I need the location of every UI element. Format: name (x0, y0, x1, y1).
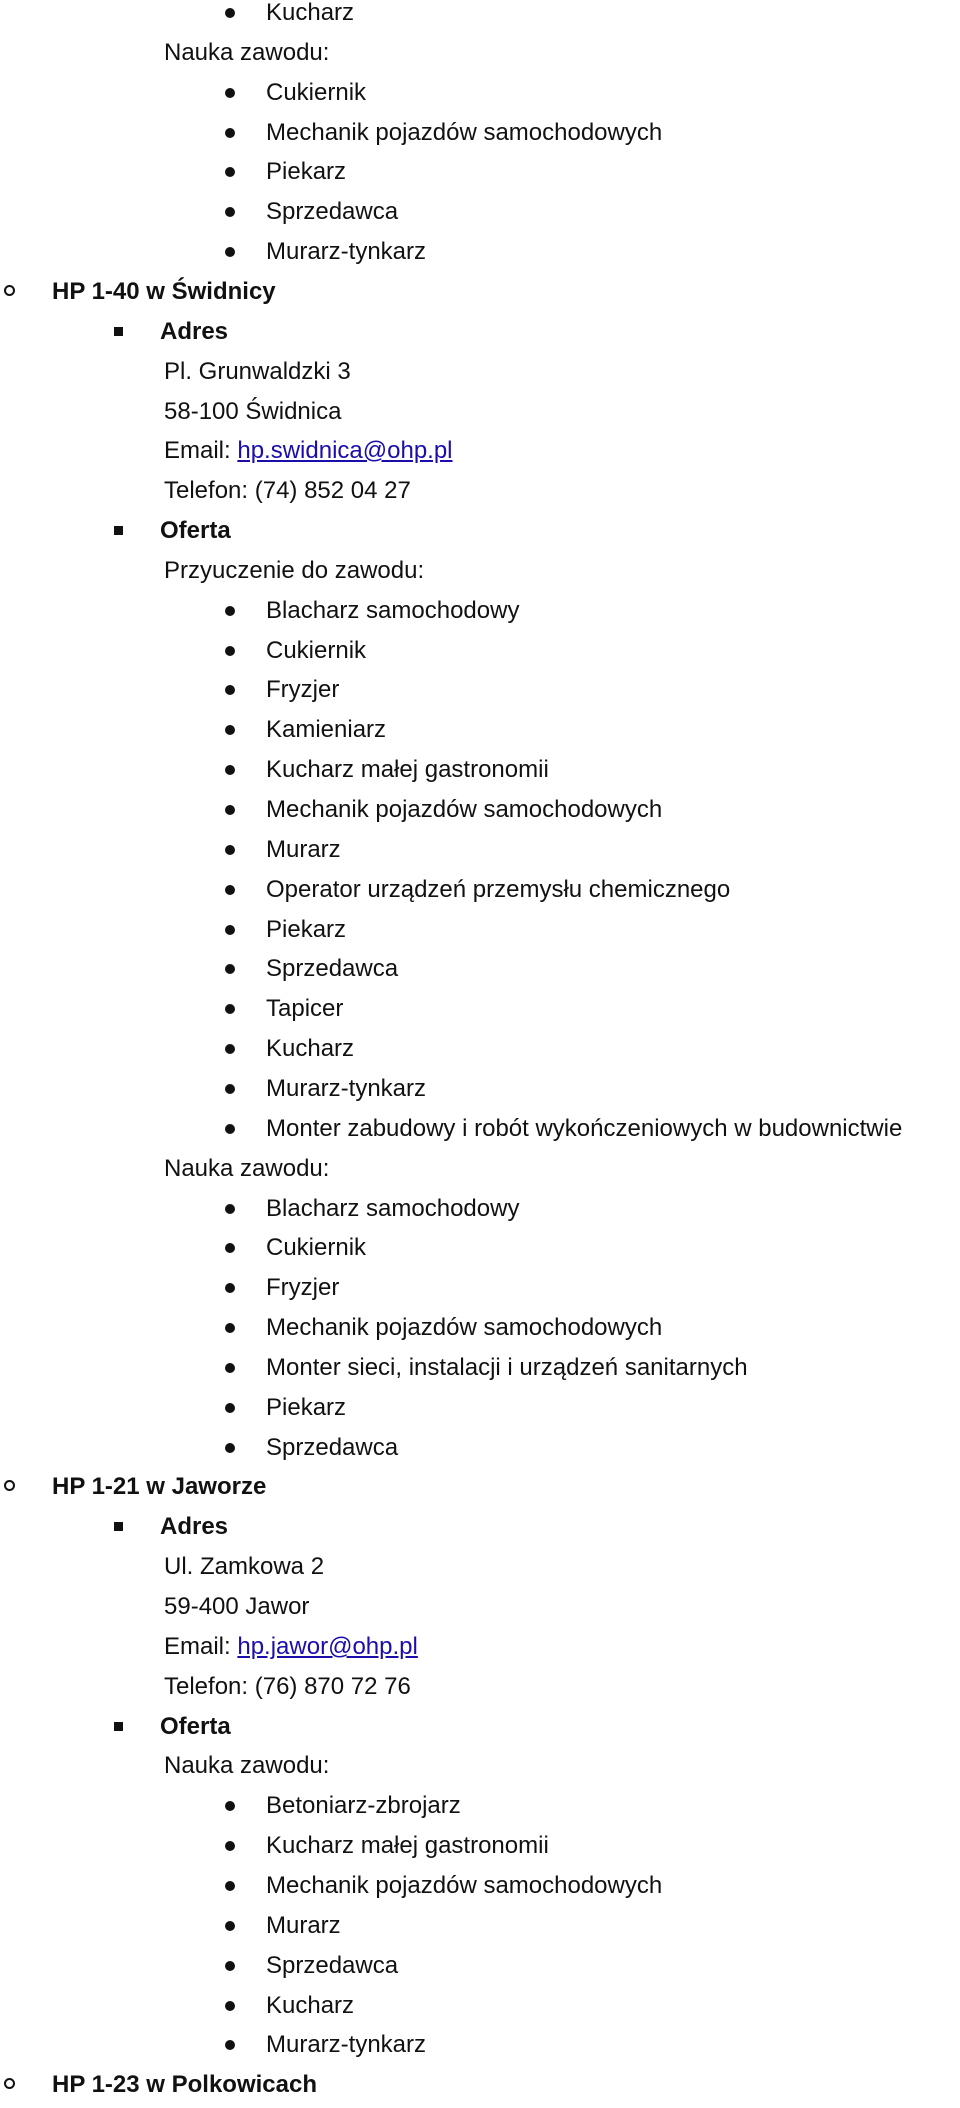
address-line: Ul. Zamkowa 2 (164, 1553, 325, 1580)
list-item: Cukiernik (266, 79, 367, 106)
list-item: Kucharz małej gastronomii (266, 756, 549, 783)
list-item: Monter zabudowy i robót wykończeniowych w budownictwie (266, 1115, 903, 1142)
email-line (164, 1627, 418, 1667)
bullet-dot-icon (225, 1881, 235, 1891)
list-item: Operator urządzeń przemysłu chemicznego (266, 876, 731, 903)
list-item: Piekarz (266, 916, 347, 943)
list-item: Cukiernik (266, 637, 367, 664)
section-heading: Oferta (160, 1713, 231, 1740)
bullet-square-icon (114, 327, 123, 336)
address-line: Telefon: (76) 870 72 76 (164, 1673, 411, 1700)
bullet-dot-icon (225, 885, 235, 895)
list-item: Kucharz (266, 0, 355, 26)
list-item: Kucharz małej gastronomii (266, 1832, 549, 1859)
bullet-dot-icon (225, 2001, 235, 2011)
email-label: Email: (164, 437, 238, 464)
list-item: Sprzedawca (266, 1434, 399, 1461)
list-item: Mechanik pojazdów samochodowych (266, 796, 663, 823)
bullet-dot-icon (225, 685, 235, 695)
list-item: Murarz-tynkarz (266, 1075, 427, 1102)
bullet-dot-icon (225, 646, 235, 656)
address-line: Pl. Grunwaldzki 3 (164, 358, 351, 385)
address-line: 59-400 Jawor (164, 1593, 310, 1620)
list-item: Kucharz (266, 1992, 355, 2019)
bullet-dot-icon (225, 1124, 235, 1134)
bullet-dot-icon (225, 1841, 235, 1851)
list-item: Blacharz samochodowy (266, 597, 520, 624)
list-item: Piekarz (266, 1394, 347, 1421)
bullet-dot-icon (225, 88, 235, 98)
list-item: Kucharz (266, 1035, 355, 1062)
list-item: Fryzjer (266, 1274, 340, 1301)
bullet-dot-icon (225, 1403, 235, 1413)
bullet-square-icon (114, 1722, 123, 1731)
section-heading: Adres (160, 318, 229, 345)
list-item: Mechanik pojazdów samochodowych (266, 119, 663, 146)
bullet-dot-icon (225, 1004, 235, 1014)
list-item: Mechanik pojazdów samochodowych (266, 1314, 663, 1341)
bullet-circle-icon (4, 1480, 15, 1491)
bullet-dot-icon (225, 8, 235, 18)
bullet-dot-icon (225, 1204, 235, 1214)
bullet-dot-icon (225, 725, 235, 735)
list-item: Murarz-tynkarz (266, 2031, 427, 2058)
bullet-square-icon (114, 1522, 123, 1531)
bullet-dot-icon (225, 964, 235, 974)
bullet-dot-icon (225, 1363, 235, 1373)
bullet-circle-icon (4, 285, 15, 296)
list-item: Cukiernik (266, 1234, 367, 1261)
bullet-dot-icon (225, 247, 235, 257)
bullet-dot-icon (225, 606, 235, 616)
unit-heading: HP 1-40 w Świdnicy (52, 278, 276, 305)
list-item: Sprzedawca (266, 955, 399, 982)
list-item: Murarz (266, 836, 341, 863)
unit-heading: HP 1-23 w Polkowicach (52, 2071, 317, 2098)
list-item: Murarz-tynkarz (266, 238, 427, 265)
list-label: Nauka zawodu: (164, 1752, 330, 1779)
list-item: Mechanik pojazdów samochodowych (266, 1872, 663, 1899)
unit-heading: HP 1-21 w Jaworze (52, 1473, 267, 1500)
address-line: 58-100 Świdnica (164, 398, 342, 425)
bullet-square-icon (114, 526, 123, 535)
bullet-dot-icon (225, 845, 235, 855)
bullet-dot-icon (225, 1323, 235, 1333)
bullet-dot-icon (225, 1921, 235, 1931)
list-item: Sprzedawca (266, 1952, 399, 1979)
bullet-dot-icon (225, 1443, 235, 1453)
bullet-dot-icon (225, 128, 235, 138)
list-item: Blacharz samochodowy (266, 1195, 520, 1222)
list-item: Betoniarz-zbrojarz (266, 1792, 461, 1819)
section-heading: Oferta (160, 517, 231, 544)
section-heading: Adres (160, 1513, 229, 1540)
list-label: Przyuczenie do zawodu: (164, 557, 425, 584)
list-label: Nauka zawodu: (164, 39, 330, 66)
bullet-dot-icon (225, 1283, 235, 1293)
email-label: Email: (164, 1633, 238, 1660)
list-item: Piekarz (266, 158, 347, 185)
list-item: Fryzjer (266, 676, 340, 703)
bullet-dot-icon (225, 1084, 235, 1094)
address-line: Telefon: (74) 852 04 27 (164, 477, 411, 504)
bullet-dot-icon (225, 207, 235, 217)
bullet-dot-icon (225, 1961, 235, 1971)
bullet-dot-icon (225, 765, 235, 775)
bullet-dot-icon (225, 925, 235, 935)
list-item: Murarz (266, 1912, 341, 1939)
bullet-dot-icon (225, 2040, 235, 2050)
email-link[interactable]: hp.jawor@ohp.pl (237, 1633, 418, 1660)
list-item: Sprzedawca (266, 198, 399, 225)
list-item: Monter sieci, instalacji i urządzeń sanitarnych (266, 1354, 748, 1381)
list-item: Kamieniarz (266, 716, 387, 743)
bullet-dot-icon (225, 167, 235, 177)
bullet-dot-icon (225, 1801, 235, 1811)
bullet-dot-icon (225, 1243, 235, 1253)
email-line (164, 431, 453, 471)
list-item: Tapicer (266, 995, 344, 1022)
list-label: Nauka zawodu: (164, 1155, 330, 1182)
bullet-dot-icon (225, 1044, 235, 1054)
bullet-dot-icon (225, 805, 235, 815)
bullet-circle-icon (4, 2078, 15, 2089)
email-link[interactable]: hp.swidnica@ohp.pl (237, 437, 453, 464)
